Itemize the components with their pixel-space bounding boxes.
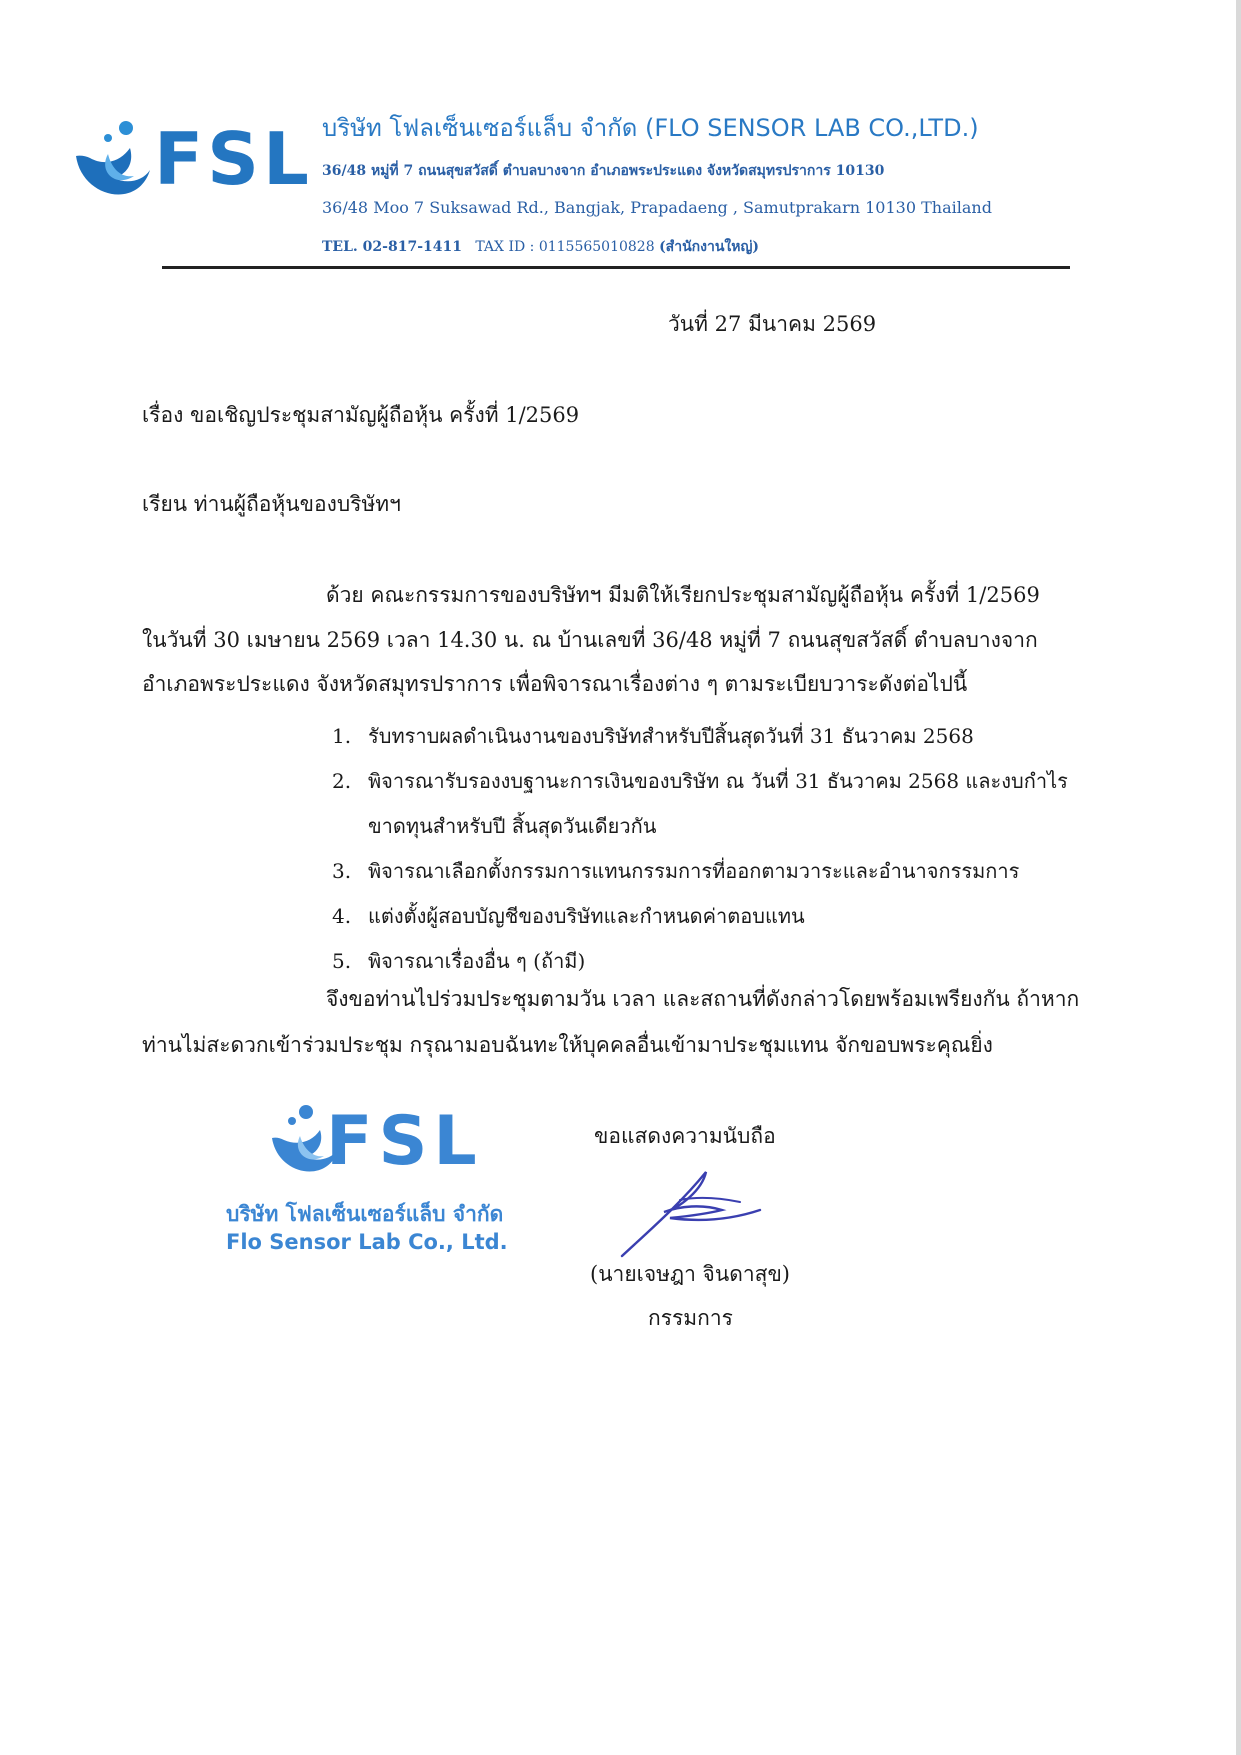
agenda-text: แต่งตั้งผู้สอบบัญชีของบริษัทและกำหนดค่าตอบแทน	[368, 904, 805, 928]
signer-name: (นายเจษฎา จินดาสุข)	[590, 1262, 790, 1286]
paragraph-line: ด้วย คณะกรรมการของบริษัทฯ มีมติให้เรียกประชุมสามัญผู้ถือหุ้น ครั้งที่ 1/2569	[326, 583, 1040, 607]
letter-subject: เรื่อง ขอเชิญประชุมสามัญผู้ถือหุ้น ครั้งที่ 1/2569	[142, 403, 580, 427]
seal-name-thai: บริษัท โฟลเซ็นเซอร์แล็บ จำกัด	[226, 1202, 504, 1226]
head-office-label: (สำนักงานใหญ่)	[659, 239, 760, 255]
address-english: 36/48 Moo 7 Suksawad Rd., Bangjak, Prapadaeng , Samutprakarn 10130 Thailand	[322, 198, 992, 217]
letter-date: วันที่ 27 มีนาคม 2569	[668, 312, 877, 336]
agenda-number: 2.	[332, 769, 352, 793]
closing-line: ท่านไม่สะดวกเข้าร่วมประชุม กรุณามอบฉันทะให้บุคคลอื่นเข้ามาประชุมแทน จักขอบพระคุณยิ่ง	[142, 1033, 993, 1057]
letter-salutation: เรียน ท่านผู้ถือหุ้นของบริษัทฯ	[142, 492, 401, 516]
seal-logo-text: FSL	[326, 1102, 483, 1181]
signature-mark	[610, 1160, 780, 1260]
agenda-text: พิจารณาเรื่องอื่น ๆ (ถ้ามี)	[368, 949, 586, 973]
telephone: TEL. 02-817-1411	[322, 239, 462, 255]
agenda-number: 5.	[332, 949, 352, 973]
closing-regards: ขอแสดงความนับถือ	[594, 1124, 776, 1148]
seal-name-english: Flo Sensor Lab Co., Ltd.	[226, 1230, 508, 1254]
tax-id: TAX ID : 0115565010828	[475, 239, 655, 255]
closing-line: จึงขอท่านไปร่วมประชุมตามวัน เวลา และสถานที่ดังกล่าวโดยพร้อมเพรียงกัน ถ้าหาก	[326, 987, 1080, 1011]
agenda-item	[332, 849, 1092, 894]
agenda-item	[332, 714, 1092, 759]
agenda-item	[332, 894, 1092, 939]
letterhead-logo-text: FSL	[154, 117, 313, 201]
agenda-number: 4.	[332, 904, 352, 928]
agenda-number: 3.	[332, 859, 352, 883]
agenda-number: 1.	[332, 724, 352, 748]
agenda-text: รับทราบผลดำเนินงานของบริษัทสำหรับปีสิ้นสุดวันที่ 31 ธันวาคม 2568	[368, 724, 974, 748]
header-divider	[162, 266, 1070, 269]
address-thai: 36/48 หมู่ที่ 7 ถนนสุขสวัสดิ์ ตำบลบางจาก อำเภอพระประแดง จังหวัดสมุทรปราการ 10130	[322, 163, 885, 179]
agenda-text: พิจารณาเลือกตั้งกรรมการแทนกรรมการที่ออกตามวาระและอำนาจกรรมการ	[368, 859, 1020, 883]
paragraph-line: อำเภอพระประแดง จังหวัดสมุทรปราการ เพื่อพิจารณาเรื่องต่าง ๆ ตามระเบียบวาระดังต่อไปนี้	[142, 672, 968, 696]
agenda-item	[332, 759, 1092, 849]
agenda-item	[332, 939, 1092, 984]
scan-edge	[1236, 0, 1241, 1755]
paragraph-line: ในวันที่ 30 เมษายน 2569 เวลา 14.30 น. ณ บ้านเลขที่ 36/48 หมู่ที่ 7 ถนนสุขสวัสดิ์ ตำบลบางจาก	[142, 628, 1038, 652]
signer-position: กรรมการ	[648, 1306, 733, 1330]
contact-line	[322, 236, 759, 258]
agenda-text: พิจารณารับรองงบฐานะการเงินของบริษัท ณ วันที่ 31 ธันวาคม 2568 และงบกำไรขาดทุนสำหรับปี สิ้นสุดวันเดียวกัน	[368, 769, 1068, 838]
company-name: บริษัท โฟลเซ็นเซอร์แล็บ จำกัด (FLO SENSOR LAB CO.,LTD.)	[322, 114, 979, 142]
agenda-list	[332, 714, 1092, 984]
company-seal	[222, 1104, 562, 1264]
